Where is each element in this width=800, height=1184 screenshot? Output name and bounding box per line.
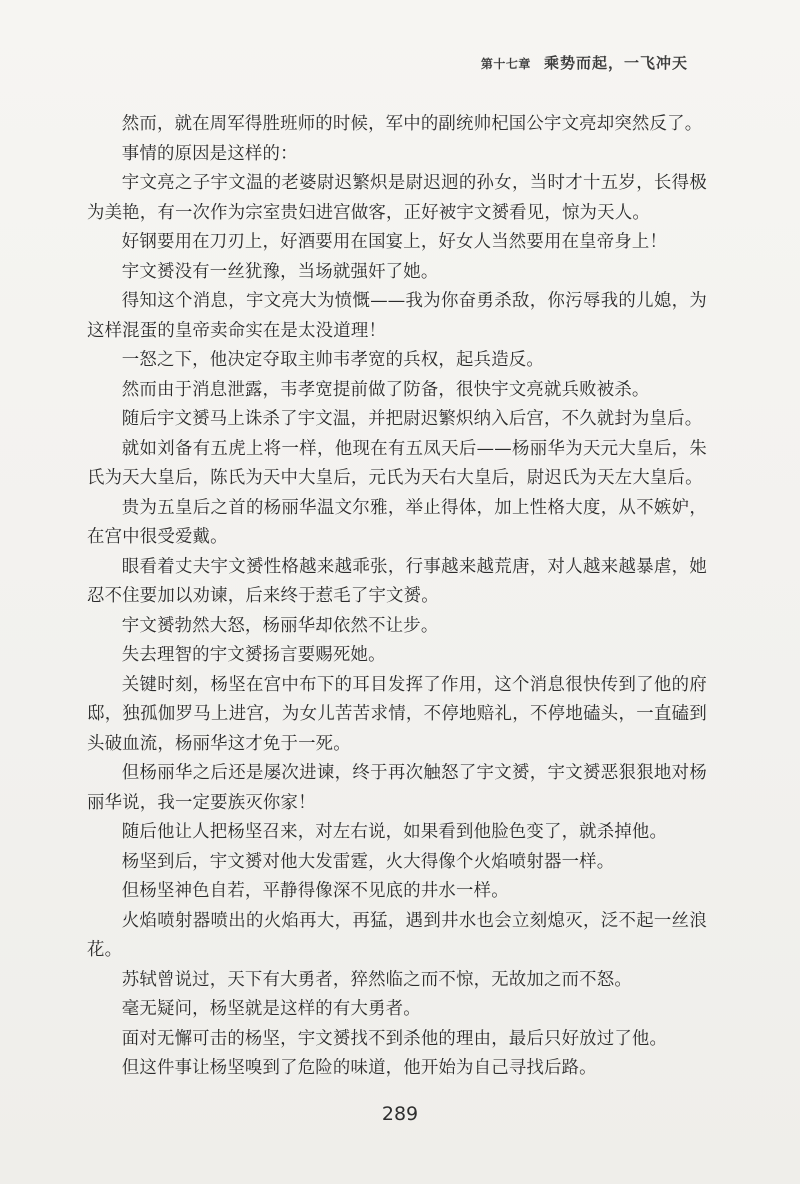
paragraph: 就如刘备有五虎上将一样，他现在有五凤天后——杨丽华为天元大皇后，朱氏为天大皇后，陈氏为天中大皇后，元氏为天右大皇后，尉迟氏为天左大皇后。 bbox=[87, 438, 707, 488]
paragraph: 但这件事让杨坚嗅到了危险的味道，他开始为自己寻找后路。 bbox=[121, 1058, 597, 1078]
paragraph: 得知这个消息，宇文亮大为愤慨——我为你奋勇杀敌，你污辱我的儿媳，为这样混蛋的皇帝卖命实在是太没道理！ bbox=[87, 291, 707, 341]
paragraph: 面对无懈可击的杨坚，宇文赟找不到杀他的理由，最后只好放过了他。 bbox=[121, 1028, 668, 1049]
paragraph: 随后他让人把杨坚召来，对左右说，如果看到他脸色变了，就杀掉他。 bbox=[121, 822, 668, 842]
paragraph: 宇文亮之子宇文温的老婆尉迟繁炽是尉迟迥的孙女，当时才十五岁，长得极为美艳，有一次作为宗室贵妇进宫做客，正好被宇文赟看见，惊为天人。 bbox=[87, 173, 707, 223]
paragraph: 但杨丽华之后还是屡次进谏，终于再次触怒了宇文赟，宇文赟恶狠狠地对杨丽华说，我一定要族灭你家！ bbox=[87, 763, 707, 813]
paragraph: 宇文赟勃然大怒，杨丽华却依然不让步。 bbox=[121, 615, 439, 636]
paragraph: 苏轼曾说过，天下有大勇者，猝然临之而不惊，无故加之而不怒。 bbox=[121, 969, 632, 990]
paragraph: 一怒之下，他决定夺取主帅韦孝宽的兵权，起兵造反。 bbox=[121, 350, 544, 370]
paragraph: 火焰喷射器喷出的火焰再大，再猛，遇到井水也会立刻熄灭，泛不起一丝浪花。 bbox=[87, 910, 707, 960]
body-text bbox=[87, 110, 707, 1084]
paragraph: 随后宇文赟马上诛杀了宇文温，并把尉迟繁炽纳入后宫，不久就封为皇后。 bbox=[121, 409, 703, 429]
paragraph: 关键时刻，杨坚在宫中布下的耳目发挥了作用，这个消息很快传到了他的府邸，独孤伽罗马上进宫，为女儿苦苦求情，不停地赔礼，不停地磕头，一直磕到头破血流，杨丽华这才免于一死。 bbox=[87, 674, 707, 754]
chapter-title: 乘势而起，一飞冲天 bbox=[543, 54, 688, 72]
paragraph: 好钢要用在刀刃上，好酒要用在国宴上，好女人当然要用在皇帝身上！ bbox=[121, 232, 668, 252]
paragraph: 然而，就在周军得胜班师的时候，军中的副统帅杞国公宇文亮却突然反了。 bbox=[121, 114, 703, 134]
paragraph: 但杨坚神色自若，平静得像深不见底的井水一样。 bbox=[121, 881, 509, 901]
paragraph: 然而由于消息泄露，韦孝宽提前做了防备，很快宇文亮就兵败被杀。 bbox=[121, 379, 650, 400]
paragraph: 贵为五皇后之首的杨丽华温文尔雅，举止得体，加上性格大度，从不嫉妒，在宫中很受爱戴。 bbox=[87, 497, 707, 547]
paragraph: 事情的原因是这样的： bbox=[121, 143, 298, 164]
paragraph: 眼看着丈夫宇文赟性格越来越乖张，行事越来越荒唐，对人越来越暴虐，她忍不住要加以劝谏，后来终于惹毛了宇文赟。 bbox=[87, 556, 707, 606]
chapter-number: 第十七章 bbox=[480, 57, 531, 71]
paragraph: 宇文赟没有一丝犹豫，当场就强奸了她。 bbox=[121, 261, 439, 282]
running-header bbox=[481, 52, 688, 73]
paragraph: 杨坚到后，宇文赟对他大发雷霆，火大得像个火焰喷射器一样。 bbox=[121, 851, 615, 872]
page-number: 289 bbox=[381, 1103, 419, 1125]
paragraph: 毫无疑问，杨坚就是这样的有大勇者。 bbox=[121, 999, 421, 1019]
paragraph: 失去理智的宇文赟扬言要赐死她。 bbox=[121, 645, 386, 665]
